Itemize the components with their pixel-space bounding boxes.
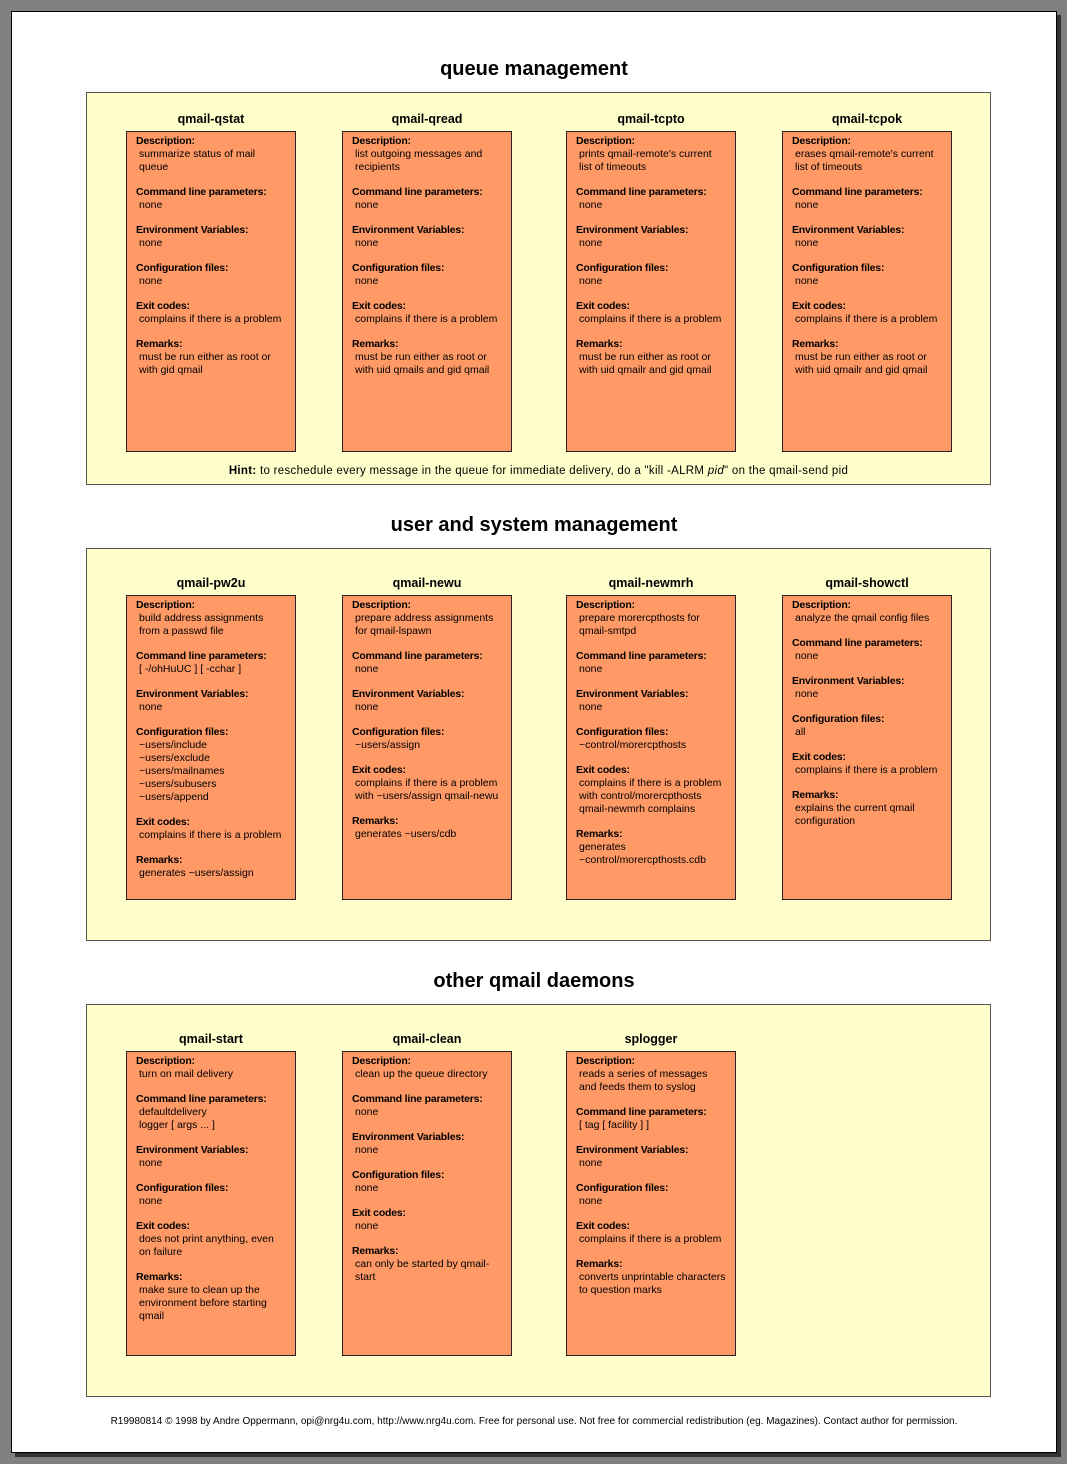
field-config <box>576 1182 727 1208</box>
section-title-queue-management: queue management <box>440 58 628 80</box>
field-label: Remarks: <box>352 815 399 827</box>
field-label: Configuration files: <box>576 726 669 738</box>
field-value: none <box>579 1195 603 1207</box>
page <box>11 11 1057 1453</box>
field-label: Configuration files: <box>352 1169 445 1181</box>
field-value: none <box>139 199 163 211</box>
cmd-qmail-clean <box>342 1031 512 1356</box>
field-label: Exit codes: <box>576 764 630 776</box>
field-exit <box>792 751 943 777</box>
field-label: Command line parameters: <box>136 650 267 662</box>
field-label: Command line parameters: <box>352 1093 483 1105</box>
field-description <box>792 599 943 625</box>
field-value: can only be started by qmail-start <box>355 1258 490 1283</box>
field-value: complains if there is a problem <box>139 313 282 325</box>
field-env <box>352 224 503 250</box>
field-label: Exit codes: <box>136 816 190 828</box>
field-value: generates ~control/morercpthosts.cdb <box>579 841 706 866</box>
field-value: must be run either as root or with uid qmails and gid qmail <box>355 351 490 376</box>
field-exit <box>576 1220 727 1246</box>
field-label: Environment Variables: <box>352 688 465 700</box>
field-description <box>792 135 943 174</box>
cmd-qmail-qread <box>342 111 512 452</box>
field-value: none <box>579 701 603 713</box>
field-label: Configuration files: <box>352 262 445 274</box>
field-value: explains the current qmail configuration <box>795 802 915 827</box>
field-label: Command line parameters: <box>136 1093 267 1105</box>
field-label: Exit codes: <box>792 300 846 312</box>
field-label: Command line parameters: <box>576 186 707 198</box>
field-value: none <box>139 701 163 713</box>
field-value: none <box>355 1182 379 1194</box>
field-label: Description: <box>136 135 195 147</box>
field-value: must be run either as root or with uid qmailr and gid qmail <box>795 351 928 376</box>
field-label: Command line parameters: <box>792 186 923 198</box>
cmd-qmail-newu <box>342 575 512 900</box>
field-value: [ -/ohHuUC ] [ -cchar ] <box>139 663 242 675</box>
field-value: summarize status of mail queue <box>139 148 256 173</box>
field-exit <box>136 300 287 326</box>
field-config <box>576 262 727 288</box>
field-cmdline <box>136 186 287 212</box>
field-label: Description: <box>352 1055 411 1067</box>
field-label: Environment Variables: <box>352 1131 465 1143</box>
field-label: Environment Variables: <box>576 1144 689 1156</box>
field-label: Environment Variables: <box>136 224 249 236</box>
command-name: qmail-showctl <box>825 576 909 590</box>
field-value: [ tag [ facility ] ] <box>579 1119 650 1131</box>
field-remarks <box>352 815 503 841</box>
field-label: Remarks: <box>792 338 839 350</box>
field-label: Description: <box>576 1055 635 1067</box>
field-description <box>576 135 727 174</box>
field-exit <box>792 300 943 326</box>
field-label: Description: <box>136 1055 195 1067</box>
command-name: qmail-pw2u <box>176 576 246 590</box>
field-remarks <box>576 1258 727 1297</box>
field-remarks <box>352 1245 503 1284</box>
field-label: Environment Variables: <box>576 688 689 700</box>
field-env <box>792 224 943 250</box>
field-remarks <box>576 828 727 867</box>
field-value: ~users/assign <box>355 739 421 751</box>
hint-label: Hint: <box>228 465 257 477</box>
field-label: Configuration files: <box>352 726 445 738</box>
field-exit <box>136 1220 287 1259</box>
field-label: Command line parameters: <box>792 637 923 649</box>
field-config <box>792 713 943 739</box>
command-name: qmail-newu <box>392 576 462 590</box>
cmd-qmail-qstat <box>126 111 296 452</box>
field-value: none <box>795 237 819 249</box>
field-label: Exit codes: <box>136 300 190 312</box>
command-name: qmail-qread <box>391 112 463 126</box>
footer-copyright: R19980814 © 1998 by Andre Oppermann, opi@nrg4u.com, http://www.nrg4u.com. Free for personal use. Not free for commercial redistribution (eg. Magazines). Contact author for permission. <box>110 1416 958 1427</box>
field-label: Exit codes: <box>352 300 406 312</box>
field-value: converts unprintable characters to question marks <box>579 1271 726 1296</box>
command-name: qmail-newmrh <box>608 576 694 590</box>
field-value: build address assignments from a passwd file <box>139 612 264 637</box>
panel-queue-management <box>86 92 991 485</box>
field-remarks <box>792 338 943 377</box>
field-label: Remarks: <box>352 1245 399 1257</box>
field-value: none <box>355 275 379 287</box>
field-cmdline <box>576 650 727 676</box>
cmd-qmail-tcpto <box>566 111 736 452</box>
field-label: Description: <box>136 599 195 611</box>
field-value: none <box>355 199 379 211</box>
field-label: Description: <box>352 135 411 147</box>
field-label: Exit codes: <box>352 1207 406 1219</box>
field-cmdline <box>792 186 943 212</box>
field-label: Description: <box>792 599 851 611</box>
field-description <box>136 599 287 638</box>
field-label: Configuration files: <box>792 713 885 725</box>
field-label: Exit codes: <box>352 764 406 776</box>
field-label: Description: <box>576 135 635 147</box>
field-value: reads a series of messages and feeds them to syslog <box>579 1068 708 1093</box>
cmd-qmail-newmrh <box>566 575 736 900</box>
field-value: none <box>355 1106 379 1118</box>
field-value: generates ~users/assign <box>139 867 254 879</box>
field-label: Remarks: <box>576 828 623 840</box>
field-description <box>352 599 503 638</box>
field-value: turn on mail delivery <box>139 1068 233 1080</box>
field-value: defaultdelivery logger [ args ... ] <box>139 1106 215 1131</box>
field-value: none <box>579 237 603 249</box>
field-label: Command line parameters: <box>576 650 707 662</box>
field-description <box>352 1055 503 1081</box>
command-info-box <box>126 1051 296 1356</box>
field-cmdline <box>576 1106 727 1132</box>
field-value: none <box>355 1220 379 1232</box>
field-description <box>136 1055 287 1081</box>
field-env <box>136 1144 287 1170</box>
section-title-user-system-management: user and system management <box>390 514 678 536</box>
field-remarks <box>352 338 503 377</box>
field-cmdline <box>352 186 503 212</box>
field-value: clean up the queue directory <box>355 1068 488 1080</box>
field-label: Environment Variables: <box>576 224 689 236</box>
field-value: complains if there is a problem <box>795 764 938 776</box>
field-label: Command line parameters: <box>136 186 267 198</box>
field-value: none <box>139 237 163 249</box>
field-value: none <box>795 275 819 287</box>
field-label: Configuration files: <box>576 262 669 274</box>
field-value: ~control/morercpthosts <box>579 739 687 751</box>
field-env <box>136 224 287 250</box>
field-config <box>792 262 943 288</box>
field-value: prepare morercpthosts for qmail-smtpd <box>579 612 700 637</box>
command-name: qmail-qstat <box>177 112 245 126</box>
cmd-splogger <box>566 1031 736 1356</box>
field-remarks <box>136 338 287 377</box>
field-value: none <box>139 1157 163 1169</box>
field-label: Description: <box>576 599 635 611</box>
field-config <box>576 726 727 752</box>
field-value: none <box>579 275 603 287</box>
field-label: Environment Variables: <box>136 688 249 700</box>
field-value: generates ~users/cdb <box>355 828 457 840</box>
cmd-qmail-pw2u <box>126 575 296 900</box>
field-label: Configuration files: <box>136 262 229 274</box>
field-value: none <box>355 1144 379 1156</box>
field-config <box>136 726 287 804</box>
field-value: does not print anything, even on failure <box>139 1233 274 1258</box>
field-value: all <box>795 726 806 738</box>
field-description <box>352 135 503 174</box>
section-title-other-daemons: other qmail daemons <box>433 970 635 992</box>
field-label: Environment Variables: <box>136 1144 249 1156</box>
field-env <box>352 1131 503 1157</box>
field-label: Configuration files: <box>792 262 885 274</box>
field-label: Remarks: <box>352 338 399 350</box>
field-config <box>352 262 503 288</box>
field-value: none <box>139 275 163 287</box>
field-value: complains if there is a problem with control/morercpthosts qmail-newmrh complains <box>579 777 722 815</box>
field-cmdline <box>352 1093 503 1119</box>
field-value: none <box>579 1157 603 1169</box>
field-value: none <box>795 199 819 211</box>
command-info-box <box>782 595 952 900</box>
field-env <box>576 1144 727 1170</box>
field-value: none <box>139 1195 163 1207</box>
field-value: prepare address assignments for qmail-lspawn <box>355 612 494 637</box>
field-label: Configuration files: <box>136 726 229 738</box>
field-label: Environment Variables: <box>352 224 465 236</box>
command-info-box <box>566 595 736 900</box>
field-env <box>136 688 287 714</box>
hint-pid: pid <box>707 465 725 477</box>
hint-before: to reschedule every message in the queue for immediate delivery, do a "kill -ALRM <box>256 465 708 477</box>
field-label: Environment Variables: <box>792 224 905 236</box>
field-label: Remarks: <box>576 338 623 350</box>
field-value: complains if there is a problem <box>795 313 938 325</box>
field-cmdline <box>576 186 727 212</box>
field-value: list outgoing messages and recipients <box>355 148 483 173</box>
field-value: none <box>355 237 379 249</box>
field-label: Remarks: <box>136 854 183 866</box>
field-label: Description: <box>352 599 411 611</box>
field-description <box>136 135 287 174</box>
field-env <box>792 675 943 701</box>
field-label: Environment Variables: <box>792 675 905 687</box>
field-label: Command line parameters: <box>352 650 483 662</box>
field-label: Exit codes: <box>792 751 846 763</box>
cmd-qmail-showctl <box>782 575 952 900</box>
command-info-box <box>566 1051 736 1356</box>
field-exit <box>352 300 503 326</box>
field-description <box>576 1055 727 1094</box>
field-value: complains if there is a problem <box>355 313 498 325</box>
command-info-box <box>342 1051 512 1356</box>
command-info-box <box>342 131 512 452</box>
field-value: complains if there is a problem <box>579 313 722 325</box>
field-label: Remarks: <box>136 1271 183 1283</box>
field-config <box>136 1182 287 1208</box>
field-label: Description: <box>792 135 851 147</box>
field-config <box>352 1169 503 1195</box>
field-label: Configuration files: <box>576 1182 669 1194</box>
field-label: Exit codes: <box>136 1220 190 1232</box>
field-value: erases qmail-remote's current list of timeouts <box>795 148 934 173</box>
command-info-box <box>126 131 296 452</box>
field-label: Remarks: <box>792 789 839 801</box>
field-env <box>576 224 727 250</box>
field-remarks <box>792 789 943 828</box>
field-value: none <box>795 650 819 662</box>
cmd-qmail-start <box>126 1031 296 1356</box>
command-name: qmail-clean <box>392 1032 462 1046</box>
field-exit <box>136 816 287 842</box>
field-remarks <box>576 338 727 377</box>
field-value: none <box>579 663 603 675</box>
cmd-qmail-tcpok <box>782 111 952 452</box>
field-cmdline <box>136 1093 287 1132</box>
field-label: Exit codes: <box>576 1220 630 1232</box>
field-label: Configuration files: <box>136 1182 229 1194</box>
command-name: splogger <box>624 1032 678 1046</box>
field-value: prints qmail-remote's current list of timeouts <box>579 148 712 173</box>
field-exit <box>576 764 727 816</box>
field-env <box>352 688 503 714</box>
field-label: Command line parameters: <box>576 1106 707 1118</box>
field-value: make sure to clean up the environment before starting qmail <box>139 1284 267 1322</box>
field-env <box>576 688 727 714</box>
field-label: Remarks: <box>136 338 183 350</box>
field-remarks <box>136 854 287 880</box>
field-description <box>576 599 727 638</box>
panel-other-daemons <box>86 1004 991 1397</box>
command-info-box <box>126 595 296 900</box>
field-value: must be run either as root or with gid qmail <box>139 351 271 376</box>
hint-after: " on the qmail-send pid <box>724 465 849 477</box>
field-label: Command line parameters: <box>352 186 483 198</box>
field-value: none <box>355 663 379 675</box>
command-name: qmail-tcpok <box>831 112 903 126</box>
field-value: analyze the qmail config files <box>795 612 930 624</box>
field-value: complains if there is a problem <box>579 1233 722 1245</box>
field-exit <box>352 1207 503 1233</box>
hint-text <box>87 465 990 477</box>
command-name: qmail-tcpto <box>617 112 685 126</box>
field-label: Exit codes: <box>576 300 630 312</box>
field-value: none <box>355 701 379 713</box>
command-info-box <box>342 595 512 900</box>
field-label: Remarks: <box>576 1258 623 1270</box>
field-value: ~users/include ~users/exclude ~users/mailnames ~users/subusers ~users/append <box>139 739 225 803</box>
panel-user-system-management <box>86 548 991 941</box>
field-config <box>136 262 287 288</box>
field-cmdline <box>136 650 287 676</box>
command-name: qmail-start <box>179 1032 243 1046</box>
field-value: none <box>795 688 819 700</box>
field-config <box>352 726 503 752</box>
field-value: complains if there is a problem with ~users/assign qmail-newu <box>355 777 499 802</box>
field-value: must be run either as root or with uid qmailr and gid qmail <box>579 351 712 376</box>
field-value: complains if there is a problem <box>139 829 282 841</box>
field-exit <box>576 300 727 326</box>
command-info-box <box>782 131 952 452</box>
field-cmdline <box>352 650 503 676</box>
field-remarks <box>136 1271 287 1323</box>
field-exit <box>352 764 503 803</box>
field-cmdline <box>792 637 943 663</box>
field-value: none <box>579 199 603 211</box>
command-info-box <box>566 131 736 452</box>
